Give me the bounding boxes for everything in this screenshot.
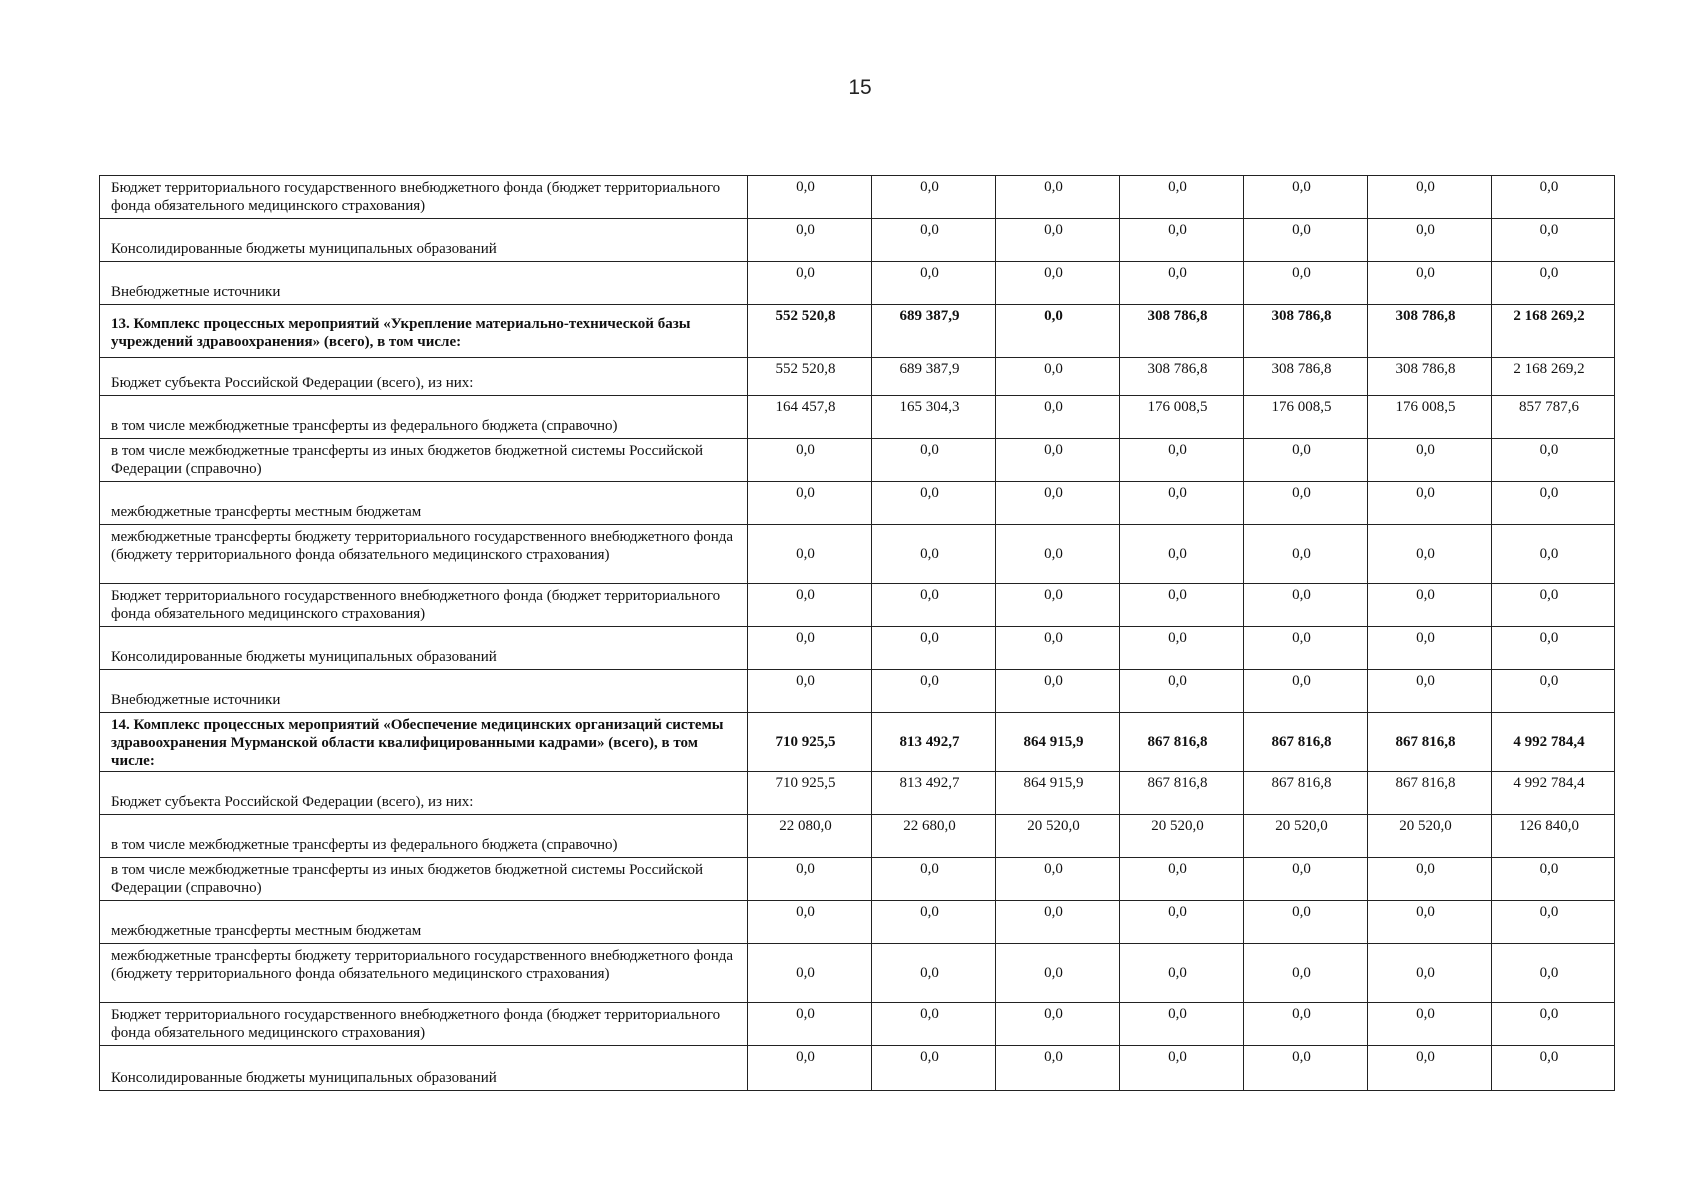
row-label-cell [100, 1003, 748, 1046]
value-cell: 0,0 [872, 262, 996, 305]
value-cell: 689 387,9 [872, 358, 996, 396]
value-cell: 0,0 [872, 439, 996, 482]
table-row [100, 772, 1615, 815]
value-cell: 0,0 [1244, 584, 1368, 627]
table-row [100, 525, 1615, 584]
row-label-cell [100, 396, 748, 439]
value-cell: 0,0 [872, 525, 996, 584]
table-row [100, 713, 1615, 772]
row-label-cell [100, 1046, 748, 1091]
value-cell: 0,0 [1244, 858, 1368, 901]
table-row [100, 358, 1615, 396]
value-cell: 0,0 [872, 901, 996, 944]
value-cell: 867 816,8 [1244, 713, 1368, 772]
row-label-cell [100, 525, 748, 584]
value-cell: 4 992 784,4 [1492, 772, 1615, 815]
row-label: Консолидированные бюджеты муниципальных образований [111, 1070, 497, 1086]
row-label: Бюджет территориального государственного внебюджетного фонда (бюджет территориального фонда обязательного медицинского страхования) [111, 588, 721, 622]
row-label: межбюджетные трансферты бюджету территориального государственного внебюджетного фонда (бюджету территориального фонда обязательного медицинского страхования) [111, 529, 734, 563]
value-cell: 0,0 [748, 627, 872, 670]
value-cell: 0,0 [1368, 1003, 1492, 1046]
value-cell: 0,0 [1492, 901, 1615, 944]
value-cell: 0,0 [872, 219, 996, 262]
row-label-cell [100, 772, 748, 815]
value-cell: 0,0 [1244, 525, 1368, 584]
value-cell: 0,0 [1368, 901, 1492, 944]
row-label: 13. Комплекс процессных мероприятий «Укрепление материально-технической базы учреждений здравоохранения» (всего), в том числе: [111, 315, 691, 350]
value-cell: 0,0 [1492, 482, 1615, 525]
value-cell: 0,0 [748, 262, 872, 305]
value-cell: 0,0 [1492, 944, 1615, 1003]
value-cell: 0,0 [1120, 219, 1244, 262]
row-label-cell [100, 358, 748, 396]
value-cell: 0,0 [1120, 670, 1244, 713]
row-label: в том числе межбюджетные трансферты из федерального бюджета (справочно) [111, 418, 618, 434]
value-cell: 0,0 [996, 482, 1120, 525]
value-cell: 2 168 269,2 [1492, 358, 1615, 396]
value-cell: 20 520,0 [1244, 815, 1368, 858]
value-cell: 0,0 [1120, 439, 1244, 482]
table-row [100, 670, 1615, 713]
value-cell: 0,0 [1492, 858, 1615, 901]
row-label: Бюджет субъекта Российской Федерации (всего), из них: [111, 375, 474, 391]
value-cell: 0,0 [748, 525, 872, 584]
row-label-cell [100, 944, 748, 1003]
value-cell: 0,0 [1492, 584, 1615, 627]
value-cell: 0,0 [1244, 627, 1368, 670]
value-cell: 0,0 [1244, 944, 1368, 1003]
row-label: в том числе межбюджетные трансферты из иных бюджетов бюджетной системы Российской Федерации (справочно) [111, 862, 704, 896]
value-cell: 0,0 [1120, 176, 1244, 219]
value-cell: 0,0 [1368, 670, 1492, 713]
row-label: в том числе межбюджетные трансферты из федерального бюджета (справочно) [111, 837, 618, 853]
value-cell: 0,0 [872, 176, 996, 219]
value-cell: 0,0 [872, 1046, 996, 1091]
row-label: межбюджетные трансферты местным бюджетам [111, 504, 422, 520]
value-cell: 20 520,0 [1368, 815, 1492, 858]
value-cell: 867 816,8 [1368, 713, 1492, 772]
table-row [100, 262, 1615, 305]
value-cell: 0,0 [1120, 1003, 1244, 1046]
value-cell: 0,0 [748, 670, 872, 713]
value-cell: 0,0 [1244, 1046, 1368, 1091]
value-cell: 0,0 [1120, 1046, 1244, 1091]
value-cell: 0,0 [872, 858, 996, 901]
row-label: Внебюджетные источники [111, 692, 281, 708]
value-cell: 308 786,8 [1244, 305, 1368, 358]
row-label: межбюджетные трансферты местным бюджетам [111, 923, 422, 939]
row-label-cell [100, 858, 748, 901]
table-row [100, 627, 1615, 670]
row-label: 14. Комплекс процессных мероприятий «Обеспечение медицинских организаций системы здравоохранения Мурманской области квалифицированными кадрами» (всего), в том числе: [111, 717, 724, 769]
row-label-cell [100, 584, 748, 627]
value-cell: 0,0 [996, 358, 1120, 396]
value-cell: 0,0 [1120, 901, 1244, 944]
value-cell: 552 520,8 [748, 358, 872, 396]
value-cell: 308 786,8 [1120, 358, 1244, 396]
value-cell: 0,0 [748, 901, 872, 944]
value-cell: 0,0 [1368, 584, 1492, 627]
value-cell: 552 520,8 [748, 305, 872, 358]
row-label: Консолидированные бюджеты муниципальных образований [111, 649, 497, 665]
value-cell: 0,0 [1368, 525, 1492, 584]
value-cell: 0,0 [996, 944, 1120, 1003]
value-cell: 176 008,5 [1368, 396, 1492, 439]
row-label: межбюджетные трансферты бюджету территориального государственного внебюджетного фонда (бюджету территориального фонда обязательного медицинского страхования) [111, 948, 734, 982]
value-cell: 0,0 [748, 439, 872, 482]
table-row [100, 482, 1615, 525]
value-cell: 0,0 [996, 396, 1120, 439]
value-cell: 710 925,5 [748, 713, 872, 772]
value-cell: 813 492,7 [872, 713, 996, 772]
value-cell: 864 915,9 [996, 713, 1120, 772]
value-cell: 0,0 [996, 219, 1120, 262]
value-cell: 0,0 [1368, 627, 1492, 670]
value-cell: 20 520,0 [996, 815, 1120, 858]
value-cell: 0,0 [1368, 944, 1492, 1003]
value-cell: 0,0 [996, 901, 1120, 944]
value-cell: 0,0 [872, 670, 996, 713]
row-label: Бюджет территориального государственного внебюджетного фонда (бюджет территориального фонда обязательного медицинского страхования) [111, 1007, 721, 1041]
value-cell: 0,0 [1120, 858, 1244, 901]
value-cell: 0,0 [1244, 219, 1368, 262]
value-cell: 308 786,8 [1368, 305, 1492, 358]
table-row [100, 584, 1615, 627]
row-label: Бюджет территориального государственного внебюджетного фонда (бюджет территориального фонда обязательного медицинского страхования) [111, 180, 721, 214]
value-cell: 0,0 [748, 584, 872, 627]
value-cell: 176 008,5 [1244, 396, 1368, 439]
value-cell: 0,0 [1492, 627, 1615, 670]
table-row [100, 439, 1615, 482]
value-cell: 0,0 [1492, 439, 1615, 482]
value-cell: 0,0 [1120, 584, 1244, 627]
row-label-cell [100, 713, 748, 772]
value-cell: 0,0 [1244, 901, 1368, 944]
value-cell: 867 816,8 [1120, 713, 1244, 772]
value-cell: 0,0 [996, 1003, 1120, 1046]
value-cell: 0,0 [1492, 1046, 1615, 1091]
row-label-cell [100, 176, 748, 219]
value-cell: 0,0 [1120, 262, 1244, 305]
value-cell: 0,0 [872, 584, 996, 627]
value-cell: 0,0 [1120, 525, 1244, 584]
value-cell: 0,0 [996, 439, 1120, 482]
value-cell: 813 492,7 [872, 772, 996, 815]
row-label-cell [100, 262, 748, 305]
value-cell: 0,0 [996, 584, 1120, 627]
value-cell: 710 925,5 [748, 772, 872, 815]
value-cell: 0,0 [1492, 525, 1615, 584]
value-cell: 308 786,8 [1368, 358, 1492, 396]
value-cell: 0,0 [1244, 439, 1368, 482]
value-cell: 867 816,8 [1368, 772, 1492, 815]
value-cell: 0,0 [996, 305, 1120, 358]
value-cell: 0,0 [748, 176, 872, 219]
value-cell: 0,0 [996, 525, 1120, 584]
table-row [100, 815, 1615, 858]
value-cell: 867 816,8 [1244, 772, 1368, 815]
table-row [100, 901, 1615, 944]
value-cell: 867 816,8 [1120, 772, 1244, 815]
value-cell: 0,0 [1492, 219, 1615, 262]
value-cell: 308 786,8 [1244, 358, 1368, 396]
value-cell: 22 080,0 [748, 815, 872, 858]
value-cell: 0,0 [1244, 262, 1368, 305]
value-cell: 689 387,9 [872, 305, 996, 358]
table-row [100, 396, 1615, 439]
value-cell: 0,0 [748, 858, 872, 901]
value-cell: 0,0 [1120, 627, 1244, 670]
row-label-cell [100, 219, 748, 262]
value-cell: 0,0 [1244, 670, 1368, 713]
row-label-cell [100, 305, 748, 358]
value-cell: 0,0 [872, 482, 996, 525]
table-row [100, 944, 1615, 1003]
value-cell: 0,0 [1368, 1046, 1492, 1091]
value-cell: 126 840,0 [1492, 815, 1615, 858]
value-cell: 0,0 [748, 219, 872, 262]
table-row [100, 1046, 1615, 1091]
row-label-cell [100, 901, 748, 944]
value-cell: 4 992 784,4 [1492, 713, 1615, 772]
value-cell: 308 786,8 [1120, 305, 1244, 358]
value-cell: 165 304,3 [872, 396, 996, 439]
value-cell: 0,0 [748, 944, 872, 1003]
value-cell: 0,0 [1368, 482, 1492, 525]
row-label: Внебюджетные источники [111, 284, 281, 300]
value-cell: 0,0 [1368, 858, 1492, 901]
value-cell: 176 008,5 [1120, 396, 1244, 439]
value-cell: 0,0 [872, 944, 996, 1003]
budget-table [99, 175, 1615, 1091]
value-cell: 0,0 [1368, 176, 1492, 219]
row-label: Консолидированные бюджеты муниципальных образований [111, 241, 497, 257]
table-row [100, 305, 1615, 358]
value-cell: 0,0 [872, 1003, 996, 1046]
value-cell: 164 457,8 [748, 396, 872, 439]
table-row [100, 219, 1615, 262]
value-cell: 0,0 [1244, 176, 1368, 219]
value-cell: 0,0 [1492, 262, 1615, 305]
value-cell: 0,0 [1368, 262, 1492, 305]
value-cell: 0,0 [1492, 176, 1615, 219]
table-row [100, 1003, 1615, 1046]
value-cell: 0,0 [1244, 482, 1368, 525]
value-cell: 0,0 [748, 1003, 872, 1046]
row-label: Бюджет субъекта Российской Федерации (всего), из них: [111, 794, 474, 810]
row-label-cell [100, 482, 748, 525]
value-cell: 0,0 [996, 858, 1120, 901]
table-row [100, 858, 1615, 901]
row-label: в том числе межбюджетные трансферты из иных бюджетов бюджетной системы Российской Федерации (справочно) [111, 443, 704, 477]
value-cell: 0,0 [1368, 219, 1492, 262]
value-cell: 0,0 [1120, 944, 1244, 1003]
value-cell: 22 680,0 [872, 815, 996, 858]
value-cell: 0,0 [748, 482, 872, 525]
value-cell: 0,0 [1492, 670, 1615, 713]
value-cell: 0,0 [996, 176, 1120, 219]
table-row [100, 176, 1615, 219]
value-cell: 0,0 [996, 262, 1120, 305]
value-cell: 0,0 [996, 627, 1120, 670]
value-cell: 0,0 [1492, 1003, 1615, 1046]
value-cell: 0,0 [872, 627, 996, 670]
value-cell: 0,0 [996, 670, 1120, 713]
value-cell: 20 520,0 [1120, 815, 1244, 858]
value-cell: 857 787,6 [1492, 396, 1615, 439]
value-cell: 864 915,9 [996, 772, 1120, 815]
row-label-cell [100, 439, 748, 482]
value-cell: 2 168 269,2 [1492, 305, 1615, 358]
row-label-cell [100, 670, 748, 713]
page-number: 15 [848, 76, 872, 99]
value-cell: 0,0 [1120, 482, 1244, 525]
value-cell: 0,0 [996, 1046, 1120, 1091]
value-cell: 0,0 [1368, 439, 1492, 482]
row-label-cell [100, 627, 748, 670]
row-label-cell [100, 815, 748, 858]
value-cell: 0,0 [1244, 1003, 1368, 1046]
value-cell: 0,0 [748, 1046, 872, 1091]
